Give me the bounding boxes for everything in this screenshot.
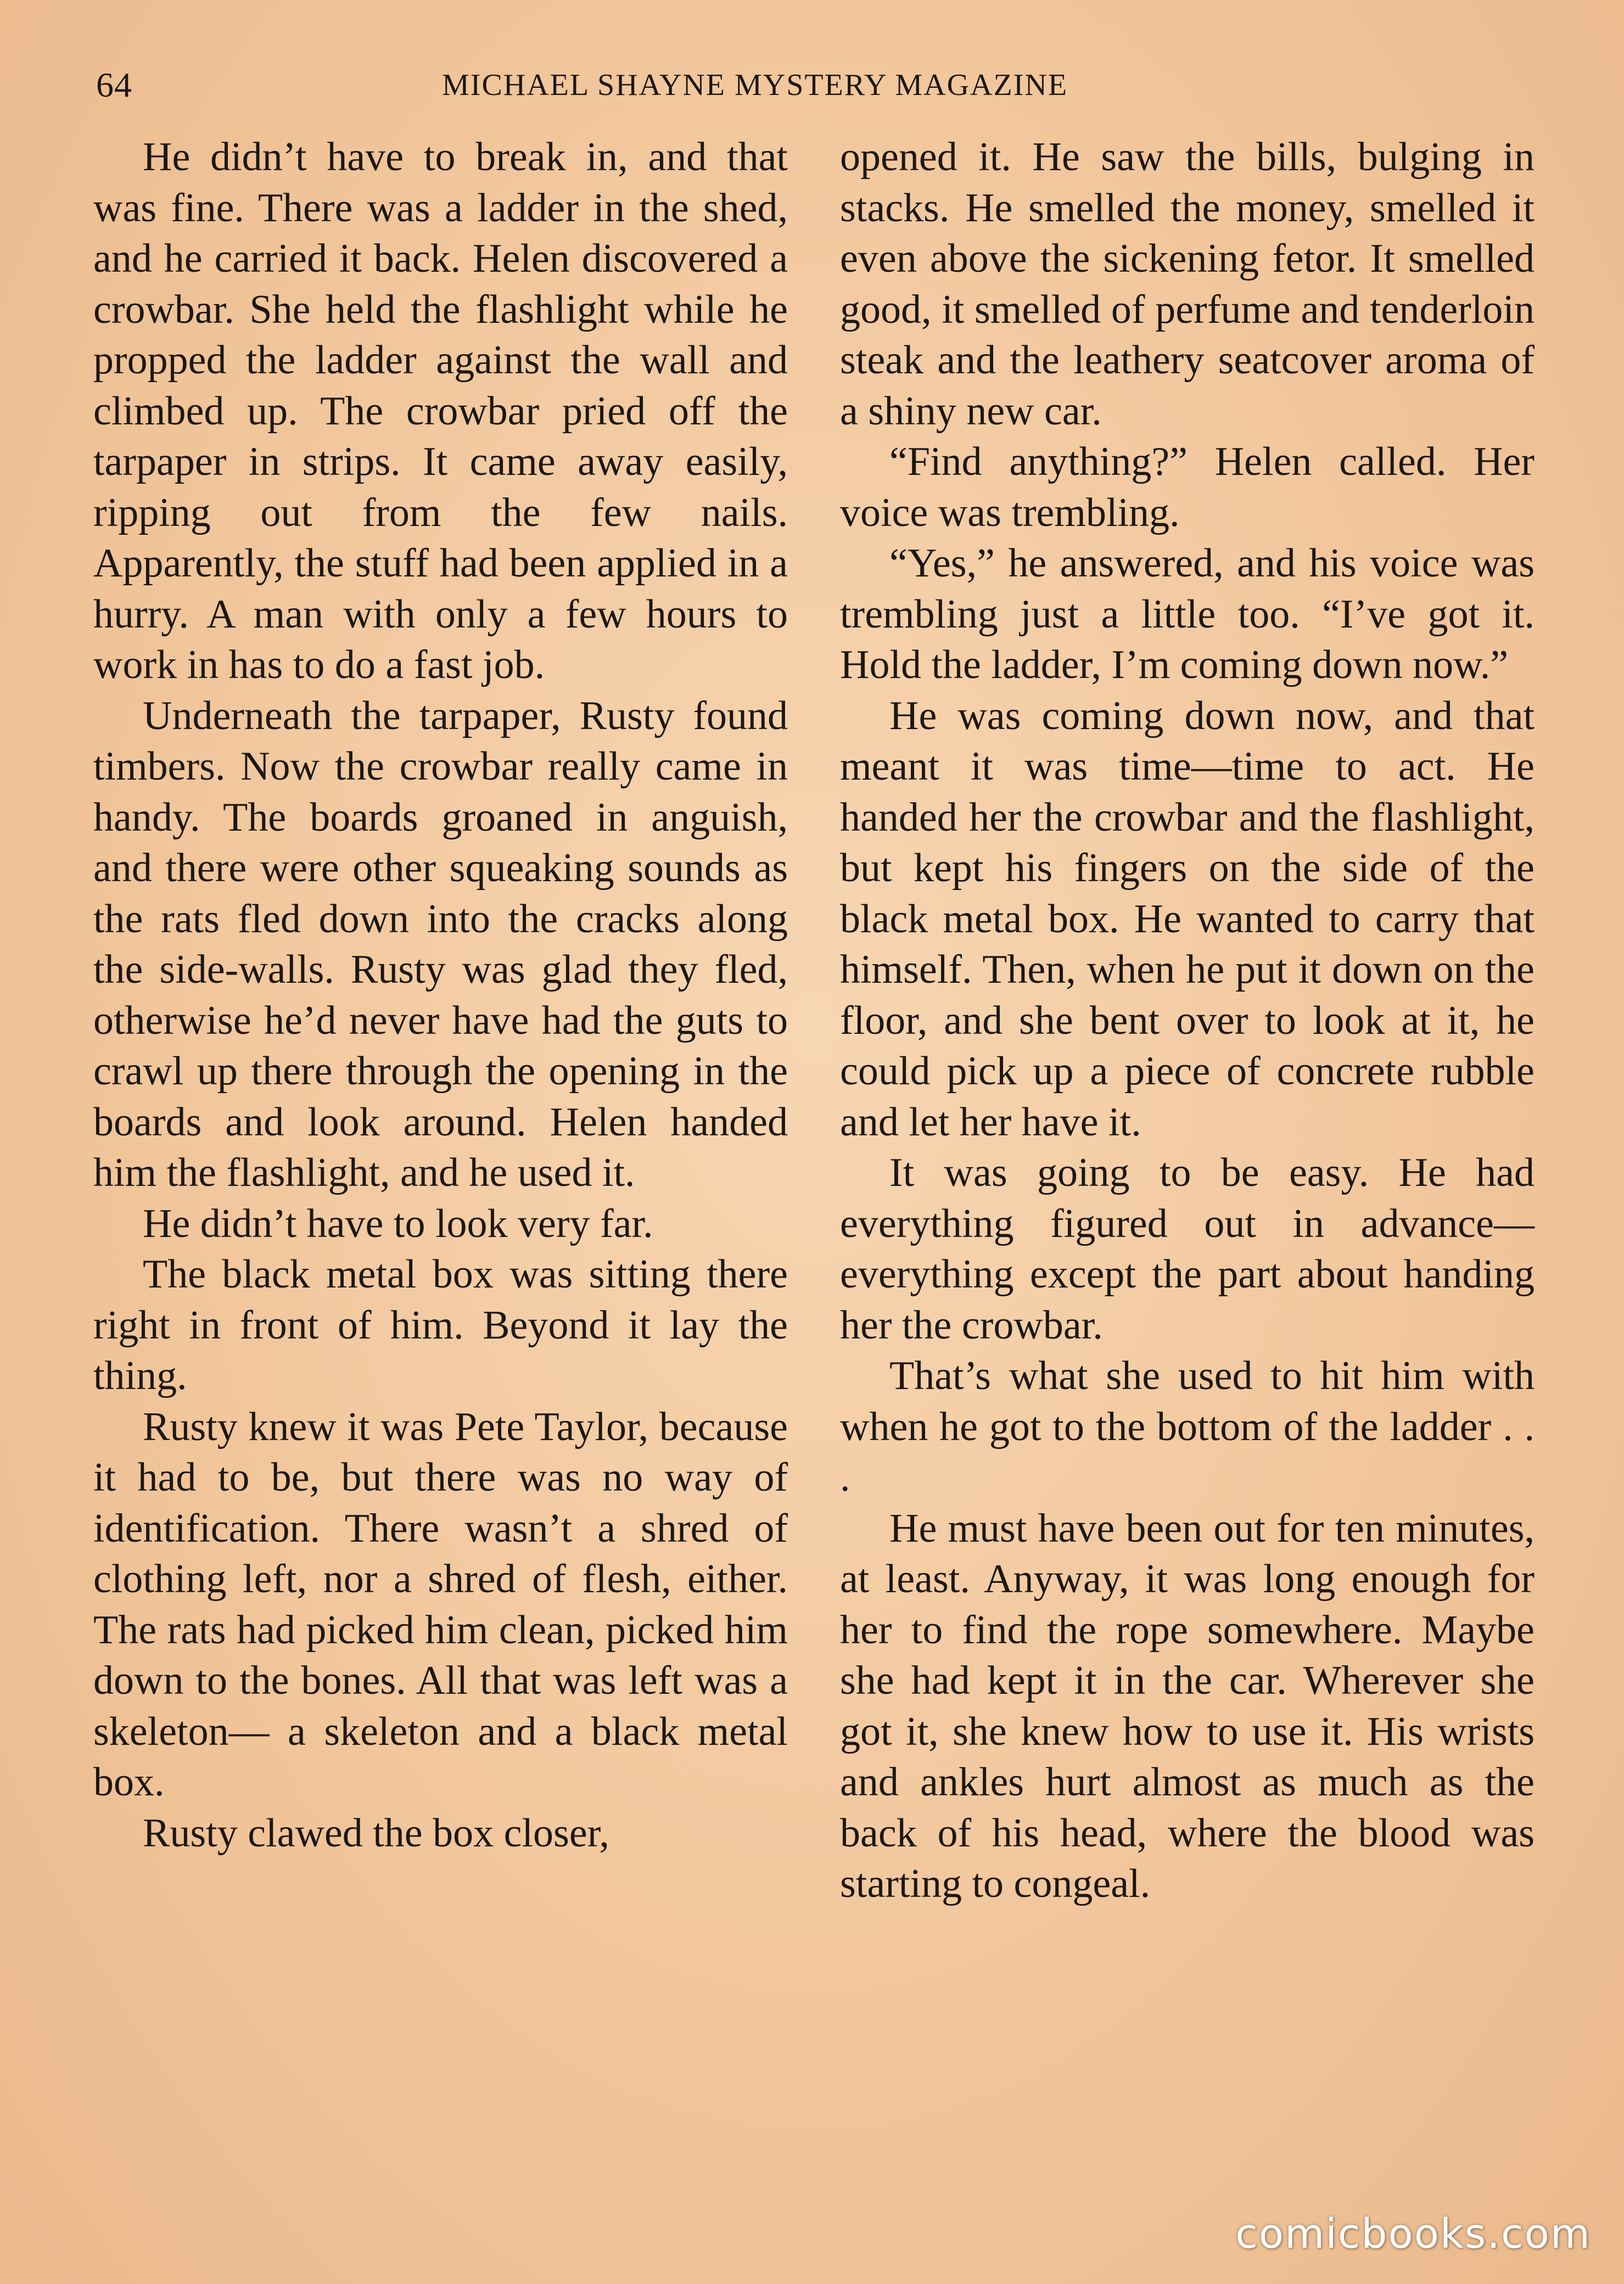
paragraph: The black metal box was sitting there right in front of him. Beyond it lay the thing. (93, 1252, 788, 1398)
paragraph: He didn’t have to look very far. (143, 1201, 653, 1246)
paragraph: He didn’t have to break in, and that was fine. There was a ladder in the shed, and he carried it back. Helen discovered a crowbar. She held the flashlight while he propped the ladder against the wall and climbed up. The crowbar pried off the tarpaper in strips. It came away easily, ripping out from the few nails. Apparently, the stuff had been applied in a hurry. A man with only a few hours to work in has to do a fast job. (93, 135, 788, 687)
paragraph: Rusty clawed the box closer, (143, 1810, 609, 1856)
paragraph: He was coming down now, and that meant it was time—time to act. He handed her the crowbar and the flashlight, but kept his fingers on the side of the black metal box. He wanted to carry that himself. Then, when he put it down on the floor, and she bent over to look at it, he could pick up a piece of concrete rubble and let her have it. (840, 693, 1535, 1145)
page-number: 64 (96, 65, 132, 104)
page-header (96, 60, 1528, 110)
right-column (840, 132, 1535, 2196)
running-head: MICHAEL SHAYNE MYSTERY MAGAZINE (442, 68, 1068, 102)
paragraph-continuation: opened it. He saw the bills, bulging in stacks. He smelled the money, smelled it even above the sickening fetor. It smelled good, it smelled of perfume and tenderloin steak and the leathery seatcover aroma of a shiny new car. (840, 135, 1535, 434)
paragraph: It was going to be easy. He had everything figured out in advance—everything except the part about handing her the crowbar. (840, 1150, 1535, 1348)
paragraph: He must have been out for ten minutes, at least. Anyway, it was long enough for her to find the rope somewhere. Maybe she had kept it in the car. Wherever she got it, she knew how to use it. His wrists and ankles hurt almost as much as the back of his head, where the blood was starting to congeal. (840, 1505, 1535, 1906)
left-column (93, 132, 788, 2196)
text-columns (93, 132, 1535, 2196)
paragraph: Rusty knew it was Pete Taylor, because it had to be, but there was no way of identification. There wasn’t a shred of clothing left, nor a shred of flesh, either. The rats had picked him clean, picked him down to the bones. All that was left was a skeleton— a skeleton and a black metal box. (93, 1404, 788, 1805)
paragraph: Underneath the tarpaper, Rusty found timbers. Now the crowbar really came in handy. The boards groaned in anguish, and there were other squeaking sounds as the rats fled down into the cracks along the side-walls. Rusty was glad they fled, otherwise he’d never have had the guts to crawl up there through the opening in the boards and look around. Helen handed him the flashlight, and he used it. (93, 693, 788, 1195)
source-watermark: comicbooks.com (1235, 2210, 1591, 2258)
paragraph: “Find anything?” Helen called. Her voice was trembling. (840, 439, 1535, 535)
paragraph: That’s what she used to hit him with when he got to the bottom of the ladder . . . (840, 1353, 1535, 1500)
paragraph: “Yes,” he answered, and his voice was trembling just a little too. “I’ve got it. Hold the ladder, I’m coming down now.” (840, 541, 1535, 687)
